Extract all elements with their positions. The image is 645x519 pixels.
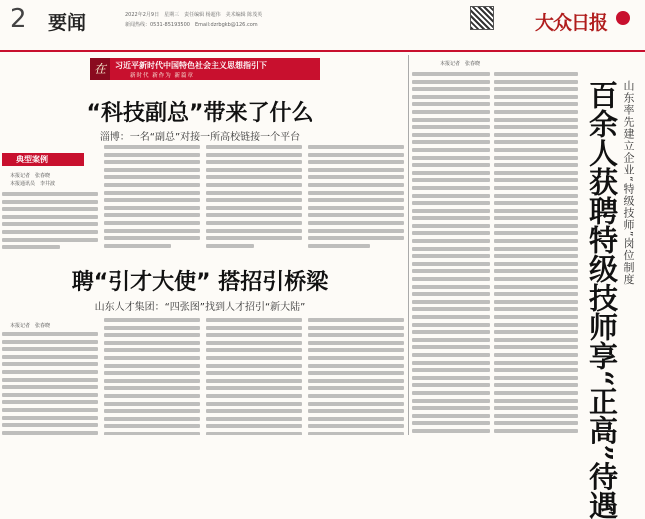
right-article-column-1	[412, 72, 490, 434]
series-banner	[90, 58, 320, 80]
qr-code-icon	[470, 6, 494, 30]
article2-column-1	[2, 332, 98, 435]
right-article-column-2	[494, 72, 578, 434]
article2-column-4	[308, 318, 404, 435]
article1-byline-reporter: 本报记者 张春晓	[10, 173, 51, 179]
article1-headline: “科技副总”带来了什么	[86, 101, 314, 126]
banner-subtitle: 新时代 新作为 新篇章	[130, 73, 194, 79]
article1-byline-correspondent: 本报通讯员 李井波	[10, 181, 56, 187]
contact-line: 新闻热线：0531-85193500 Email:dzrbgkb@126.com	[125, 22, 258, 28]
article2-byline: 本报记者 张春晓	[10, 323, 51, 329]
section-tag: 典型案例	[2, 153, 84, 166]
article1-column-2	[104, 145, 200, 258]
masthead	[0, 0, 645, 52]
date-line: 2022年2月9日 星期三 责任编辑 杨超伟 美术编辑 陈茂英	[125, 12, 263, 18]
banner-mark: 在	[90, 58, 110, 80]
article1-subheadline: 淄博：一名“副总”对接一所高校链接一个平台	[99, 132, 301, 143]
logo-emblem-icon	[616, 11, 630, 25]
page-number: 2	[10, 4, 27, 34]
article1-column-4	[308, 145, 404, 258]
right-article-kicker: 山东率先建立企业“特级技师”岗位制度	[622, 80, 635, 286]
article2-column-3	[206, 318, 302, 435]
column-divider	[408, 55, 409, 435]
article2-subheadline: 山东人才集团：“四张图”找到人才招引“新大陆”	[94, 302, 306, 313]
article2-headline: 聘“引才大使” 搭招引桥梁	[71, 270, 329, 295]
newspaper-logo: 大众日报	[535, 12, 608, 34]
article1-column-3	[206, 145, 302, 258]
right-article-byline: 本报记者 张春晓	[440, 61, 481, 67]
right-article-headline: 百余人获聘特级技师享“正高”待遇	[585, 80, 619, 519]
banner-title: 习近平新时代中国特色社会主义思想指引下	[115, 61, 267, 70]
section-title: 要闻	[48, 12, 87, 34]
article2-column-2	[104, 318, 200, 435]
article1-column-1	[2, 192, 98, 258]
